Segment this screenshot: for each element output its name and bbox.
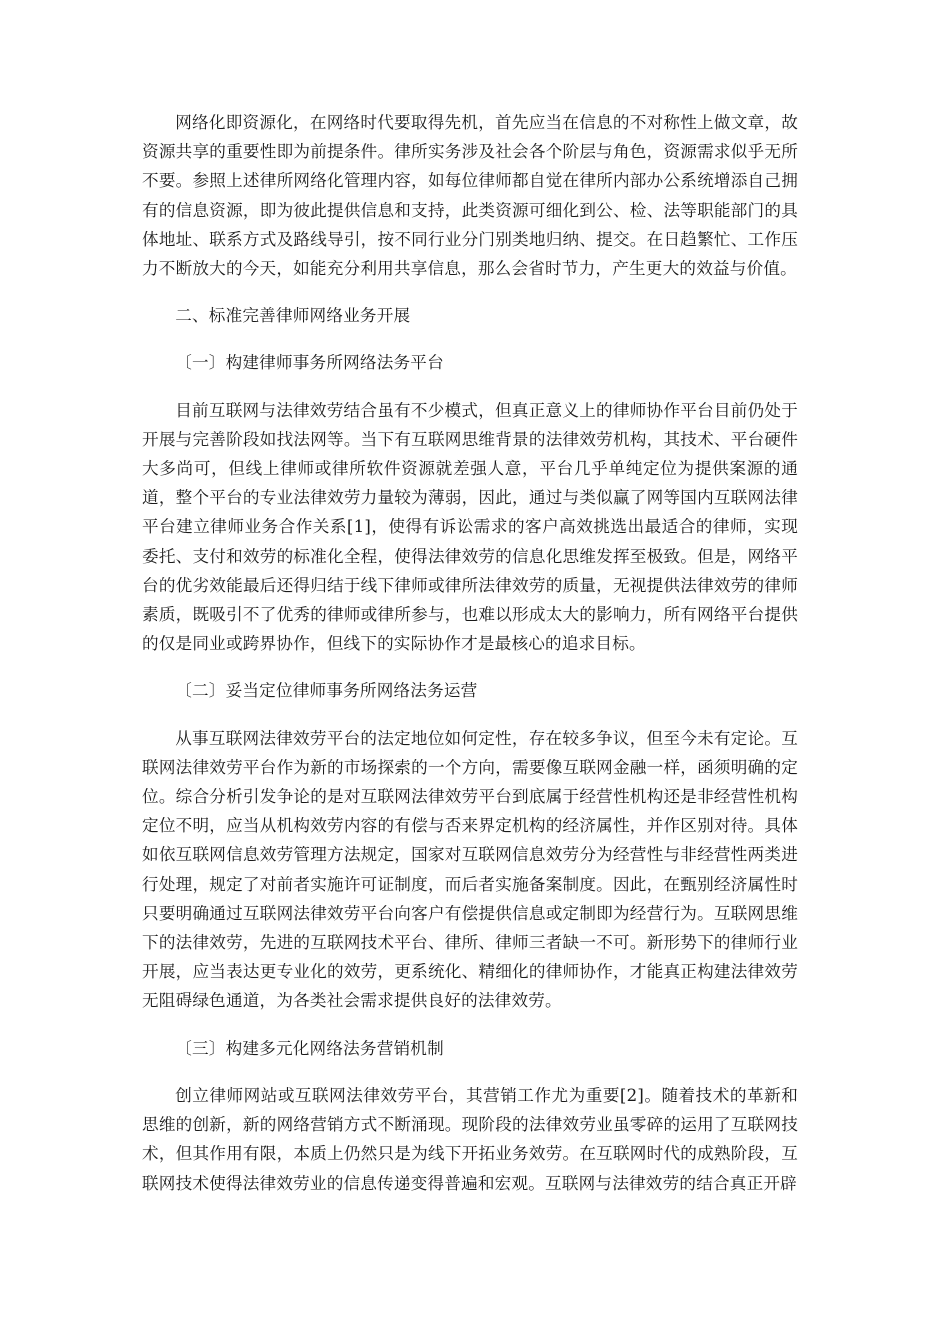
subsection-heading-1: 〔一〕构建律师事务所网络法务平台 [175, 353, 444, 373]
paragraph-legal-platform: 目前互联网与法律效劳结合虽有不少模式，但真正意义上的律师协作平台目前仍处于开展与完善阶段如找法网等。当下有互联网思维背景的法律效劳机构，其技术、平台硬件大多尚可，但线上律师或律所软件资源就差强人意，平台几乎单纯定位为提供案源的通道，整个平台的专业法律效劳力量较为薄弱，因此，通过与类似赢了网等国内互联网法律平台建立律师业务合作关系[1]，使得有诉讼需求的客户高效挑选出最适合的律师，实现委托、支付和效劳的标准化全程，使得法律效劳的信息化思维发挥至极致。但是，网络平台的优劣效能最后还得归结于线下律师或律所法律效劳的质量，无视提供法律效劳的律师素质，既吸引不了优秀的律师或律所参与，也难以形成太大的影响力，所有网络平台提供的仅是同业或跨界协作，但线下的实际协作才是最核心的追求目标。 [142, 400, 798, 654]
document-page [142, 108, 798, 1216]
paragraph-platform-positioning: 从事互联网法律效劳平台的法定地位如何定性，存在较多争议，但至今未有定论。互联网法律效劳平台作为新的市场探索的一个方向，需要像互联网金融一样，函须明确的定位。综合分析引发争论的是对互联网法律效劳平台到底属于经营性机构还是非经营性机构定位不明，应当从机构效劳内容的有偿与否来界定机构的经济属性，并作区别对待。具体如依互联网信息效劳管理方法规定，国家对互联网信息效劳分为经营性与非经营性两类进行处理，规定了对前者实施许可证制度，而后者实施备案制度。因此，在甄别经济属性时只要明确通过互联网法律效劳平台向客户有偿提供信息或定制即为经营行为。互联网思维下的法律效劳，先进的互联网技术平台、律所、律师三者缺一不可。新形势下的律师行业开展，应当表达更专业化的效劳，更系统化、精细化的律师协作，才能真正构建法律效劳无阻碍绿色通道，为各类社会需求提供良好的法律效劳。 [142, 728, 798, 1011]
section-heading-2: 二、标准完善律师网络业务开展 [175, 306, 411, 326]
subsection-heading-3: 〔三〕构建多元化网络法务营销机制 [175, 1038, 444, 1058]
paragraph-resource-sharing: 网络化即资源化，在网络时代要取得先机，首先应当在信息的不对称性上做文章，故资源共享的重要性即为前提条件。律所实务涉及社会各个阶层与角色，资源需求似乎无所不要。参照上述律所网络化管理内容，如每位律师都自觉在律所内部办公系统增添自己拥有的信息资源，即为彼此提供信息和支持，此类资源可细化到公、检、法等职能部门的具体地址、联系方式及路线导引，按不同行业分门别类地归纳、提交。在日趋繁忙、工作压力不断放大的今天，如能充分利用共享信息，那么会省时节力，产生更大的效益与价值。 [142, 113, 798, 279]
subsection-heading-2: 〔二〕妥当定位律师事务所网络法务运营 [175, 681, 478, 701]
paragraph-marketing: 创立律师网站或互联网法律效劳平台，其营销工作尤为重要[2]。随着技术的革新和思维的创新，新的网络营销方式不断涌现。现阶段的法律效劳业虽零碎的运用了互联网技术，但其作用有限，本质上仍然只是为线下开拓业务效劳。在互联网时代的成熟阶段，互联网技术使得法律效劳业的信息传递变得普遍和宏观。互联网与法律效劳的结合真正开辟 [142, 1085, 798, 1193]
